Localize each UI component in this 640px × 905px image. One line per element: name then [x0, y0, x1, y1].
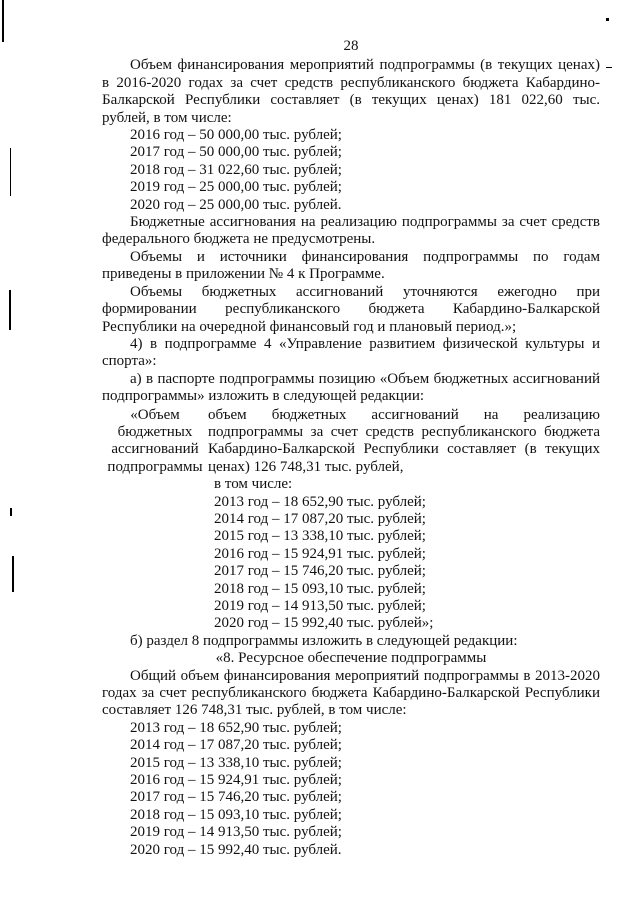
list-item: 2014 год – 17 087,20 тыс. рублей;	[214, 510, 426, 527]
list-item: 2020 год – 15 992,40 тыс. рублей.	[130, 841, 342, 858]
list-item: 2016 год – 15 924,91 тыс. рублей;	[214, 545, 426, 562]
list-item: 2018 год – 15 093,10 тыс. рублей;	[130, 806, 342, 823]
passport-value	[208, 407, 600, 633]
list-item: 2013 год – 18 652,90 тыс. рублей;	[214, 493, 426, 510]
passport-change-paragraph: а) в паспорте подпрограммы позицию «Объем бюджетных ассигнований подпрограммы» изложить в следующей редакции:	[102, 370, 600, 405]
passport-incl: в том числе:	[214, 476, 293, 493]
scan-edge-mark	[9, 290, 11, 330]
list-item: 2015 год – 13 338,10 тыс. рублей;	[130, 754, 342, 771]
list-item: 2016 год – 50 000,00 тыс. рублей;	[130, 127, 342, 144]
subprogram-4-paragraph: 4) в подпрограмме 4 «Управление развитием физической культуры и спорта»:	[102, 335, 600, 370]
scan-edge-mark	[12, 556, 14, 592]
scan-edge-mark	[10, 148, 11, 196]
list-item: 2019 год – 14 913,50 тыс. рублей;	[214, 598, 426, 614]
list-item: 2018 год – 15 093,10 тыс. рублей;	[214, 580, 426, 597]
list-item: 2020 год – 25 000,00 тыс. рублей.	[130, 196, 342, 213]
federal-budget-paragraph: Бюджетные ассигнования на реализацию подпрограммы за счет средств федерального бюджета не предусмотрены.	[102, 214, 600, 248]
list-item: 2017 год – 50 000,00 тыс. рублей;	[130, 144, 342, 161]
scan-edge-mark	[606, 67, 612, 68]
list-item: 2015 год – 13 338,10 тыс. рублей;	[214, 528, 426, 545]
scan-edge-mark	[606, 18, 609, 21]
list-item: 2020 год – 15 992,40 тыс. рублей»;	[214, 615, 434, 632]
list-item: 2018 год – 31 022,60 тыс. рублей;	[130, 161, 342, 178]
document-page	[102, 38, 600, 859]
scan-edge-mark	[10, 508, 12, 516]
annual-update-paragraph: Объемы бюджетных ассигнований уточняются ежегодно при формировании республиканского бюджета Кабардино-Балкарской Республики на очередной финансовый год и плановый период.»;	[102, 283, 600, 335]
passport-label: «Объем бюджетных ассигнований подпрограммы	[107, 406, 203, 475]
list-item: 2017 год – 15 746,20 тыс. рублей;	[130, 789, 342, 806]
appendix-paragraph: Объемы и источники финансирования подпрограммы по годам приведены в приложении № 4 к Программе.	[102, 248, 600, 283]
section-8-paragraph: б) раздел 8 подпрограммы изложить в следующей редакции:	[130, 632, 518, 649]
years-list-1	[102, 127, 600, 214]
years-list-2	[102, 720, 600, 859]
section-8-heading: «8. Ресурсное обеспечение подпрограммы	[215, 650, 487, 667]
funding-paragraph: Объем финансирования мероприятий подпрограммы (в текущих ценах) в 2016-2020 годах за счет средств республиканского бюджета Кабардино-Балкарской Республики составляет (в текущих ценах) 181 022,60 тыс. рублей, в том числе:	[102, 57, 600, 126]
passport-text: объем бюджетных ассигнований на реализацию подпрограммы за счет средств республиканского бюджета Кабардино-Балкарской Республики составляет (в текущих ценах) 126 748,31 тыс. рублей,	[208, 406, 600, 475]
list-item: 2017 год – 15 746,20 тыс. рублей;	[214, 563, 426, 580]
list-item: 2014 год – 17 087,20 тыс. рублей;	[130, 737, 342, 754]
scan-edge-mark	[2, 0, 4, 42]
page-number: 28	[343, 38, 359, 54]
list-item: 2016 год – 15 924,91 тыс. рублей;	[130, 772, 342, 789]
total-funding-paragraph: Общий объем финансирования мероприятий подпрограммы в 2013-2020 годах за счет республиканского бюджета Кабардино-Балкарской Республики составляет 126 748,31 тыс. рублей, в том числе:	[102, 667, 600, 719]
list-item: 2013 год – 18 652,90 тыс. рублей;	[130, 719, 342, 736]
list-item: 2019 год – 25 000,00 тыс. рублей;	[130, 179, 342, 196]
list-item: 2019 год – 14 913,50 тыс. рублей;	[130, 824, 342, 841]
passport-table	[102, 407, 600, 633]
